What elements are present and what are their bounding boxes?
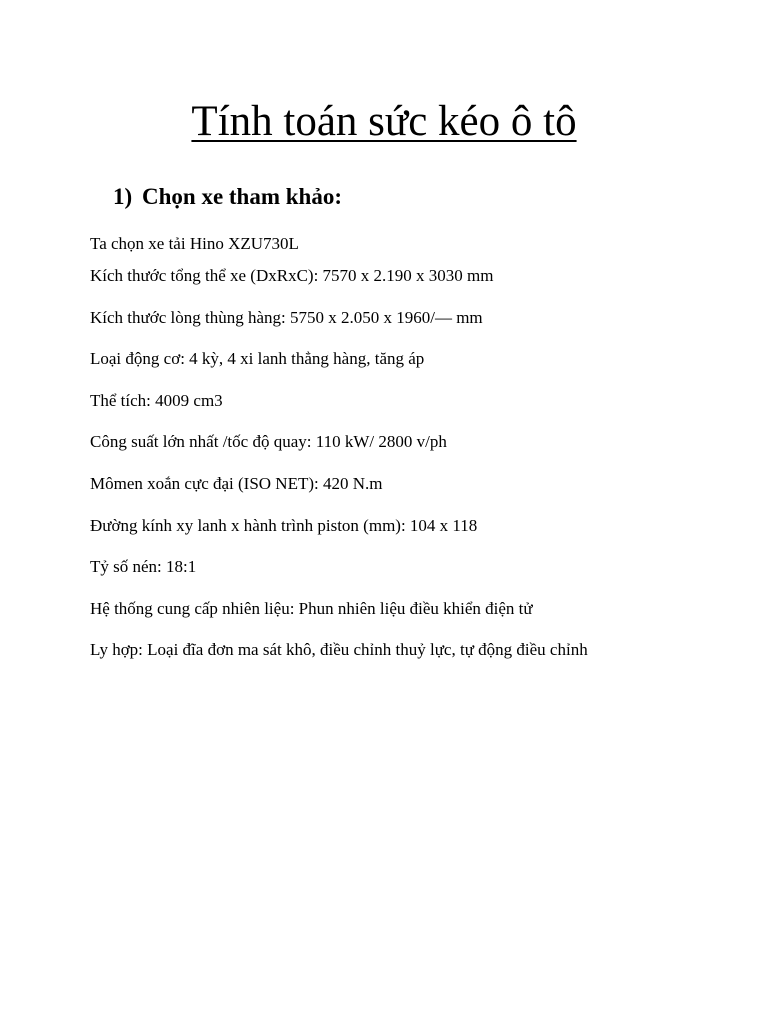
spec-line-max-power: Công suất lớn nhất /tốc độ quay: 110 kW/ 2800 v/ph [90, 432, 447, 451]
spec-line-vehicle: Ta chọn xe tải Hino XZU730L [90, 234, 299, 253]
section-heading-text: Chọn xe tham khảo: [142, 184, 343, 209]
spec-line-cargo-dimensions: Kích thước lòng thùng hàng: 5750 x 2.050 x 1960/— mm [90, 308, 483, 327]
section-number: 1) [113, 184, 133, 209]
spec-line-clutch: Ly hợp: Loại đĩa đơn ma sát khô, điều chỉnh thuỷ lực, tự động điều chỉnh [90, 640, 588, 659]
document-title: Tính toán sức kéo ô tô [191, 98, 577, 145]
spec-line-compression-ratio: Tỷ số nén: 18:1 [90, 557, 197, 576]
spec-line-bore-stroke: Đường kính xy lanh x hành trình piston (mm): 104 x 118 [90, 516, 478, 535]
spec-line-displacement: Thể tích: 4009 cm3 [90, 391, 223, 410]
spec-line-overall-dimensions: Kích thước tổng thể xe (DxRxC): 7570 x 2.190 x 3030 mm [90, 266, 494, 285]
spec-line-engine-type: Loại động cơ: 4 kỳ, 4 xi lanh thẳng hàng, tăng áp [90, 349, 425, 368]
spec-line-max-torque: Mômen xoắn cực đại (ISO NET): 420 N.m [90, 474, 383, 493]
spec-line-fuel-system: Hệ thống cung cấp nhiên liệu: Phun nhiên liệu điều khiển điện tử [90, 599, 533, 618]
section-heading [113, 182, 342, 212]
